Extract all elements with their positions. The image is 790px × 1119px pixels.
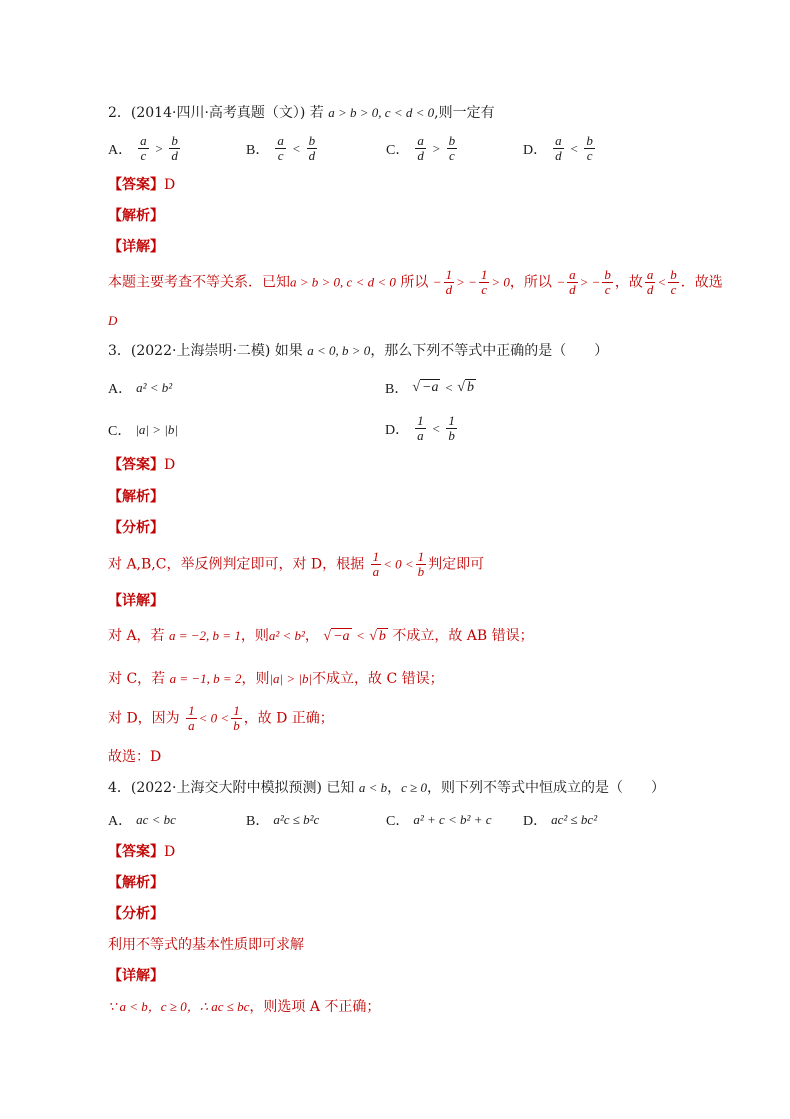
fraction: $\frac{b}{c}$ — [604, 267, 611, 297]
option-expr: ac² ≤ bc² — [551, 812, 598, 827]
fraction: $\frac{1}{d}$ — [445, 267, 453, 297]
detail-label: 【详解】 — [108, 239, 164, 255]
q4-detail-line — [108, 998, 380, 1016]
option-label: A． — [108, 142, 133, 158]
sqrt: √ b — [369, 629, 386, 644]
text: ．故选 — [680, 274, 723, 291]
text: 不成立，故 C 错误； — [312, 671, 444, 687]
q4-answer — [108, 843, 175, 861]
q4-fenxi-label — [108, 905, 164, 923]
option-expr: a² + c < b² + c — [413, 812, 492, 827]
q4-option-a — [108, 810, 176, 830]
operator: > — [154, 140, 164, 156]
math-line: ∵ a < b，c ≥ 0，∴ ac ≤ bc — [108, 999, 250, 1014]
q4-option-b — [246, 810, 319, 830]
q3-option-b: B． √ −a < √ b — [385, 380, 474, 397]
fraction: $\frac{a}{d}$ — [569, 267, 576, 297]
q3-answer — [108, 456, 175, 474]
fenxi-label: 【分析】 — [108, 906, 164, 922]
q3-stem-tail: ，那么下列不等式中正确的是（ ） — [370, 343, 609, 359]
fraction: $\frac{1}{b}$ — [448, 413, 455, 443]
q3-option-c — [108, 420, 178, 440]
fraction: $\frac{b}{d}$ — [308, 133, 316, 163]
q4-option-d — [523, 810, 597, 830]
text: ，故 — [614, 274, 643, 291]
q2-option-a — [108, 134, 182, 163]
answer-value: D — [164, 457, 176, 473]
option-label: C． — [386, 142, 410, 158]
q4-fenxi-text — [108, 936, 304, 954]
q4-detail-label — [108, 967, 164, 985]
fraction: $\frac{1}{b}$ — [233, 703, 240, 733]
text: ，则 — [241, 671, 270, 687]
q2-answer — [108, 176, 175, 194]
option-expr: a²c ≤ b²c — [273, 812, 320, 827]
q4-stem-tail: ，则下列不等式中恒成立的是（ ） — [427, 780, 666, 796]
q3-option-d: D． $\frac{1}{a}$ < $\frac{1}{b}$ — [385, 413, 455, 443]
text: 对 A,B,C，举反例判定即可，对 D，根据 — [108, 556, 365, 573]
analysis-label: 【解析】 — [108, 489, 164, 505]
text: 所以 — [400, 274, 429, 291]
option-expr: a² < b² — [136, 380, 173, 395]
fraction: $\frac{1}{c}$ — [480, 267, 488, 297]
option-label: D． — [523, 142, 548, 158]
answer-label: 【答案】 — [108, 177, 164, 193]
option-label: B． — [246, 814, 270, 829]
fraction: $\frac{b}{c}$ — [448, 133, 456, 163]
fraction: $\frac{b}{c}$ — [586, 133, 593, 163]
operator: < — [569, 140, 579, 156]
option-label: D． — [385, 422, 410, 438]
q3-conclusion — [108, 748, 161, 766]
q3-detail-label — [108, 592, 164, 610]
q3-fenxi-label — [108, 519, 164, 537]
inequality: |a| > |b| — [269, 671, 313, 686]
q3-detail-c — [108, 670, 444, 688]
q2-detail-end — [108, 312, 117, 330]
q2-detail-label — [108, 238, 164, 256]
option-expr: |a| > |b| — [135, 422, 178, 437]
option-label: D． — [523, 814, 548, 829]
q2-option-c — [386, 134, 459, 163]
fenxi-label: 【分析】 — [108, 520, 164, 536]
operator: > — [431, 140, 441, 156]
q3-detail-a: 对 A，若 a = −2, b = 1，则a² < b²， √ −a < √ b 不成立，故 AB 错误； — [108, 628, 534, 644]
option-label: A． — [108, 814, 133, 829]
fraction: $\frac{a}{c}$ — [277, 133, 284, 163]
text: ，则 — [240, 628, 269, 644]
q2-stem-tail: ,则一定有 — [434, 105, 495, 121]
inequality: a² < b² — [268, 628, 305, 643]
q3-stem-text: 3．(2022·上海崇明·二模) 如果 — [108, 343, 303, 359]
text: 故选：D — [108, 749, 162, 765]
fraction: $\frac{1}{b}$ — [417, 549, 425, 579]
text: 对 C，若 — [108, 671, 166, 687]
condition: c ≥ 0 — [401, 780, 428, 795]
q3-stem — [108, 342, 608, 360]
answer-label: 【答案】 — [108, 844, 164, 860]
text: 不成立，故 AB 错误； — [392, 628, 534, 644]
condition: a < b — [358, 780, 388, 795]
option-label: C． — [386, 814, 410, 829]
fraction: $\frac{a}{d}$ — [417, 133, 424, 163]
option-label: B． — [246, 142, 270, 158]
answer-value: D — [164, 177, 176, 193]
text: D — [108, 313, 118, 328]
q2-detail-text: 本题主要考查不等关系．已知a > b > 0, c < d < 0 所以 − $\frac{1}{d}$ > − $\frac{1}{c}$ > 0，所以 − $\frac{a}{d}$ > − $\frac{b}{c}$ ，故 $\frac{a}{d}$ < $\frac{b}{c}$ ．故选 — [108, 267, 723, 297]
q2-condition: a > b > 0, c < d < 0 — [328, 105, 435, 120]
operator: < — [291, 140, 301, 156]
q2-option-d — [523, 134, 597, 163]
analysis-label: 【解析】 — [108, 208, 164, 224]
text: 利用不等式的基本性质即可求解 — [108, 937, 304, 953]
condition: a = −1, b = 2 — [169, 671, 242, 686]
q4-stem: 4．(2022·上海交大附中模拟预测) 已知 a < b，c ≥ 0，则下列不等式中恒成立的是（ ） — [108, 780, 666, 796]
analysis-label: 【解析】 — [108, 875, 164, 891]
fraction: $\frac{1}{a}$ — [372, 549, 380, 579]
fraction: $\frac{1}{a}$ — [417, 413, 424, 443]
text: 对 D，因为 — [108, 710, 180, 727]
fraction: $\frac{b}{d}$ — [171, 133, 178, 163]
detail-label: 【详解】 — [108, 968, 164, 984]
sqrt: √ −a — [323, 629, 350, 644]
answer-label: 【答案】 — [108, 457, 164, 473]
q3-fenxi-text: 对 A,B,C，举反例判定即可，对 D，根据 $\frac{1}{a}$ < 0 < $\frac{1}{b}$ 判定即可 — [108, 549, 485, 579]
condition: a > b > 0, c < d < 0 — [290, 274, 396, 290]
q3-option-a — [108, 378, 172, 398]
text: 本题主要考查不等关系．已知 — [108, 274, 290, 291]
q3-detail-d: 对 D，因为 $\frac{1}{a}$ < 0 < $\frac{1}{b}$ ，故 D 正确； — [108, 703, 334, 733]
fraction: $\frac{a}{c}$ — [140, 133, 147, 163]
text: ，故 D 正确； — [243, 710, 334, 727]
text: ，所以 — [509, 274, 552, 291]
text: 判定即可 — [428, 556, 485, 573]
answer-value: D — [164, 844, 176, 860]
condition: a = −2, b = 1 — [169, 628, 241, 643]
fraction: $\frac{a}{d}$ — [646, 267, 654, 297]
fraction: $\frac{b}{c}$ — [670, 267, 677, 297]
option-label: C． — [108, 424, 132, 439]
option-label: B． — [385, 382, 409, 397]
q4-stem-text: 4．(2022·上海交大附中模拟预测) 已知 — [108, 780, 355, 796]
q3-analysis-label — [108, 488, 164, 506]
q2-option-b — [246, 134, 319, 163]
q3-condition: a < 0, b > 0 — [307, 343, 371, 358]
option-label: A． — [108, 382, 133, 397]
option-expr: ac < bc — [136, 812, 176, 827]
sqrt: √ b — [457, 380, 474, 395]
fraction: $\frac{1}{a}$ — [188, 703, 195, 733]
q2-analysis-label — [108, 207, 164, 225]
text: ，则选项 A 不正确； — [249, 999, 381, 1015]
sqrt: √ −a — [412, 380, 439, 395]
q2-stem — [108, 104, 495, 122]
q2-stem-text: 2．(2014·四川·高考真题（文）) 若 — [108, 105, 324, 121]
fraction: $\frac{a}{d}$ — [555, 133, 562, 163]
text: 对 A，若 — [108, 628, 165, 644]
q4-analysis-label — [108, 874, 164, 892]
detail-label: 【详解】 — [108, 593, 164, 609]
q4-option-c — [386, 810, 492, 830]
